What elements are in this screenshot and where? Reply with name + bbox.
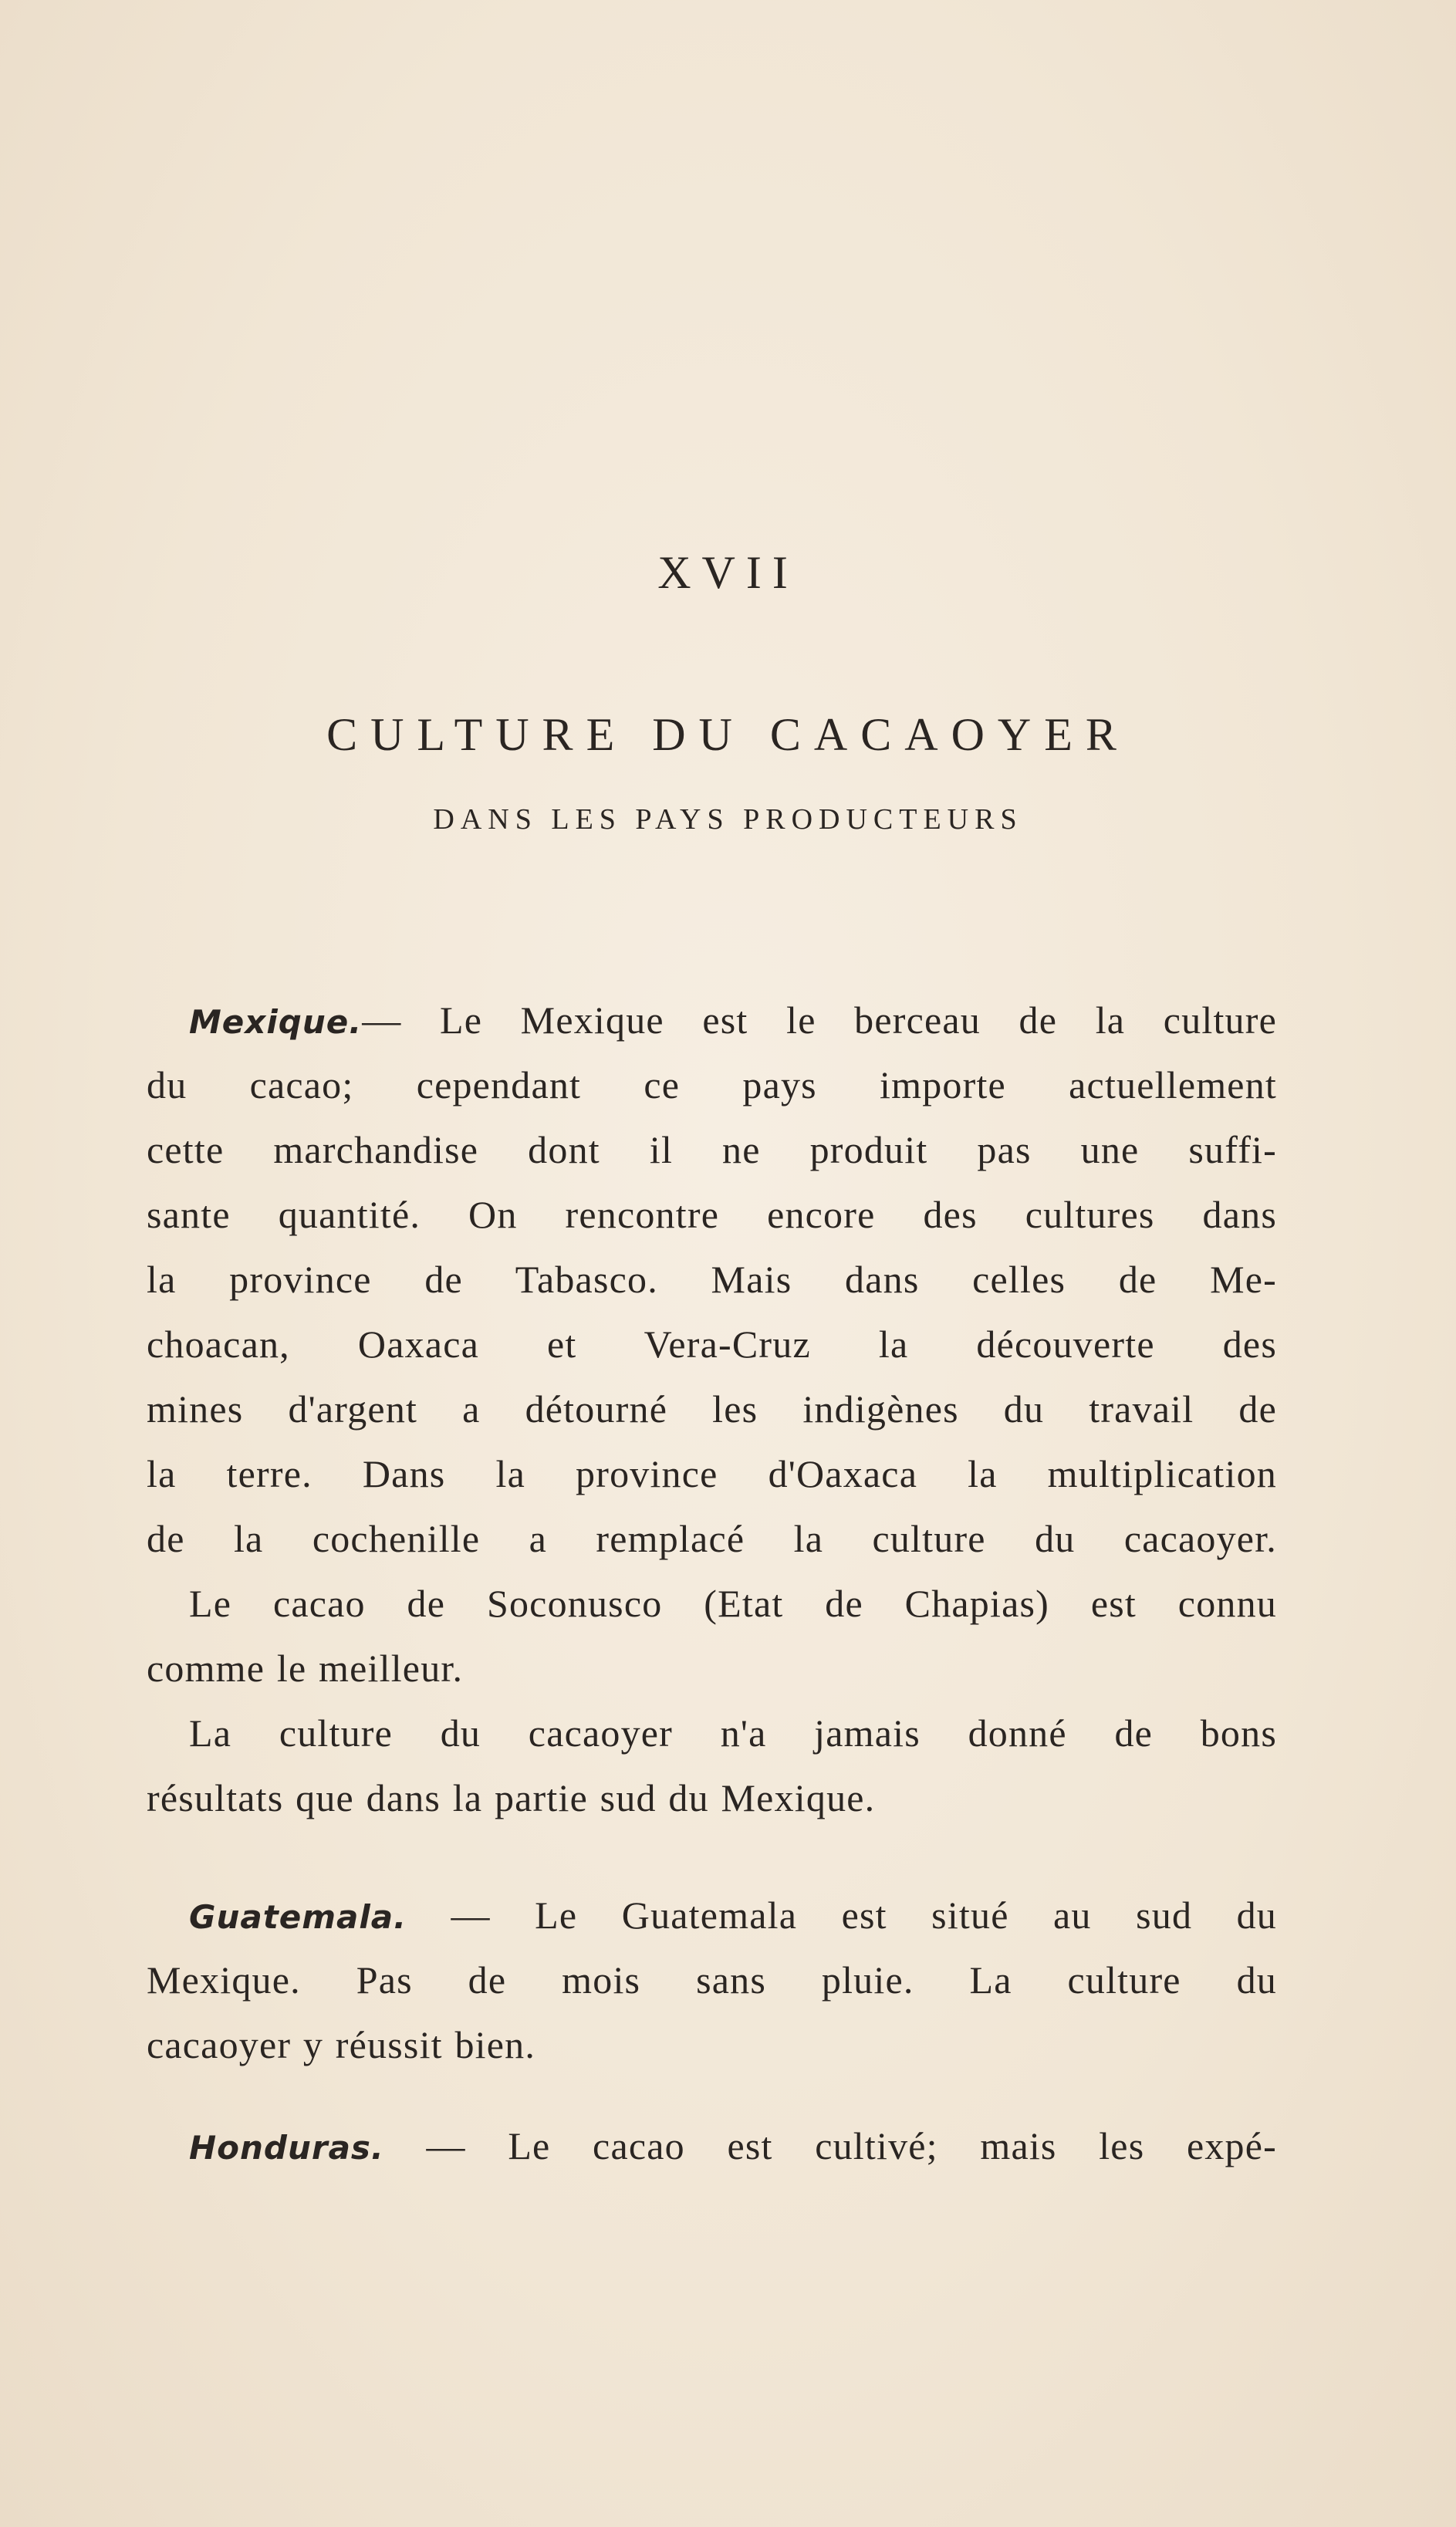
text-line: choacan, Oaxaca et Vera-Cruz la découverte des [147, 1323, 1277, 1366]
text-line-content: — Le cacao est cultivé; mais les expé- [383, 2124, 1277, 2167]
paragraph-soconusco [147, 1571, 1277, 1701]
text-line: La culture du cacaoyer n'a jamais donné de bons [189, 1711, 1277, 1755]
text-line: mines d'argent a détourné les indigènes du travail de [147, 1387, 1277, 1431]
paragraph-culture [147, 1701, 1277, 1830]
text-line: du cacao; cependant ce pays importe actuellement [147, 1063, 1277, 1106]
section-heading-guatemala: Guatemala. [189, 1898, 407, 1936]
section-heading-honduras: Honduras. [189, 2129, 384, 2167]
chapter-number: XVII [657, 547, 799, 598]
text-line: cette marchandise dont il ne produit pas une suffi- [147, 1128, 1277, 1171]
text-line: Le cacao de Soconusco (Etat de Chapias) est connu [189, 1582, 1277, 1625]
text-line: de la cochenille a remplacé la culture du cacaoyer. [147, 1517, 1277, 1560]
text-line-content: — Le Guatemala est situé au sud du [407, 1894, 1277, 1937]
text-line-content: — Le Mexique est le berceau de la culture [362, 998, 1277, 1042]
chapter-subtitle: DANS LES PAYS PRODUCTEURS [433, 803, 1023, 836]
text-line [147, 2113, 1277, 2178]
text-line [147, 988, 1277, 1052]
paragraph-honduras [147, 2113, 1277, 2178]
section-heading-mexique: Mexique. [189, 1003, 363, 1041]
text-line: cacaoyer y réussit bien. [147, 2023, 536, 2066]
paragraph-guatemala [147, 1883, 1277, 2077]
text-line: comme le meilleur. [147, 1647, 464, 1690]
text-line: la province de Tabasco. Mais dans celles de Me- [147, 1258, 1277, 1301]
text-line: Mexique. Pas de mois sans pluie. La culture du [147, 1958, 1277, 2002]
text-line: résultats que dans la partie sud du Mexique. [147, 1776, 876, 1819]
text-line: la terre. Dans la province d'Oaxaca la multiplication [147, 1452, 1277, 1495]
text-line: sante quantité. On rencontre encore des cultures dans [147, 1193, 1277, 1236]
paragraph-mexique [147, 988, 1277, 1571]
text-line [147, 1883, 1277, 1948]
chapter-title: CULTURE DU CACAOYER [326, 709, 1130, 760]
